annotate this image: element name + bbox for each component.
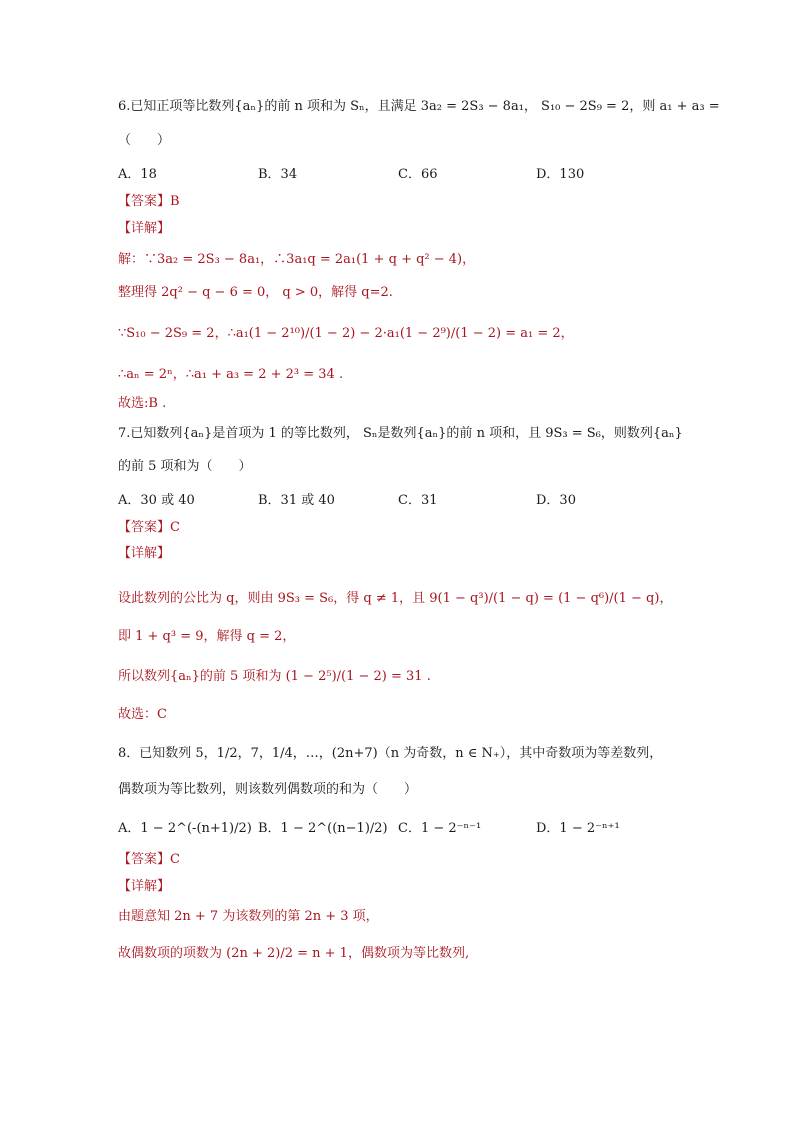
q7-solution-line-4: 故选：C (118, 707, 167, 722)
q6-option-a: A．18 (118, 167, 157, 182)
q6-detail-label: 【详解】 (118, 221, 171, 236)
q7-stem-line-1: 7.已知数列{aₙ}是首项为 1 的等比数列， Sₙ是数列{aₙ}的前 n 项和，且 9S₃ = S₆，则数列{aₙ} (118, 426, 683, 441)
q8-stem-line-2: 偶数项为等比数列，则该数列偶数项的和为（ ） (118, 782, 418, 797)
q7-solution-line-2: 即 1 + q³ = 9，解得 q = 2， (118, 629, 296, 644)
q6-stem-line-2: （ ） (118, 133, 171, 148)
q8-answer: 【答案】C (118, 852, 180, 867)
q6-answer: 【答案】B (118, 194, 180, 209)
q6-stem-line-1: 6.已知正项等比数列{aₙ}的前 n 项和为 Sₙ，且满足 3a₂ = 2S₃ − 8a₁， S₁₀ − 2S₉ = 2，则 a₁ + a₃ = (118, 99, 720, 114)
q6-solution-line-2: 整理得 2q² − q − 6 = 0， q > 0，解得 q=2. (118, 285, 393, 300)
q7-option-b: B．31 或 40 (258, 493, 335, 508)
q6-solution-line-3: ∵S₁₀ − 2S₉ = 2，∴a₁(1 − 2¹⁰)/(1 − 2) − 2·a₁(1 − 2⁹)/(1 − 2) = a₁ = 2， (118, 326, 574, 341)
q8-stem-line-1: 8．已知数列 5，1/2，7，1/4，…，(2n+7)（n 为奇数，n ∈ N₊），其中奇数项为等差数列， (118, 746, 663, 761)
q8-option-c: C．1 − 2⁻ⁿ⁻¹ (398, 821, 482, 836)
q7-option-d: D．30 (536, 493, 576, 508)
q7-stem-line-2: 的前 5 项和为（ ） (118, 459, 252, 474)
q8-detail-label: 【详解】 (118, 879, 171, 894)
q7-solution-line-3: 所以数列{aₙ}的前 5 项和为 (1 − 2⁵)/(1 − 2) = 31 . (118, 669, 431, 684)
q7-option-a: A．30 或 40 (118, 493, 195, 508)
q8-solution-line-1: 由题意知 2n + 7 为该数列的第 2n + 3 项， (118, 909, 379, 924)
q6-option-d: D．130 (536, 167, 585, 182)
q6-option-b: B．34 (258, 167, 298, 182)
q6-option-c: C．66 (398, 167, 438, 182)
q8-solution-line-2: 故偶数项的项数为 (2n + 2)/2 = n + 1，偶数项为等比数列, (118, 946, 470, 961)
q8-option-a: A．1 − 2^(-(n+1)/2) (118, 821, 252, 836)
q6-solution-line-5: 故选:B . (118, 396, 167, 411)
q8-option-d: D．1 − 2⁻ⁿ⁺¹ (536, 821, 620, 836)
q7-answer: 【答案】C (118, 520, 180, 535)
q7-option-c: C．31 (398, 493, 438, 508)
q6-solution-line-1: 解：∵3a₂ = 2S₃ − 8a₁，∴3a₁q = 2a₁(1 + q + q² − 4)， (118, 252, 476, 267)
q7-solution-line-1: 设此数列的公比为 q，则由 9S₃ = S₆，得 q ≠ 1，且 9(1 − q³)/(1 − q) = (1 − q⁶)/(1 − q)， (118, 591, 673, 606)
q7-detail-label: 【详解】 (118, 546, 171, 561)
q6-solution-line-4: ∴aₙ = 2ⁿ，∴a₁ + a₃ = 2 + 2³ = 34 . (118, 367, 344, 382)
q8-option-b: B．1 − 2^((n−1)/2) (258, 821, 388, 836)
